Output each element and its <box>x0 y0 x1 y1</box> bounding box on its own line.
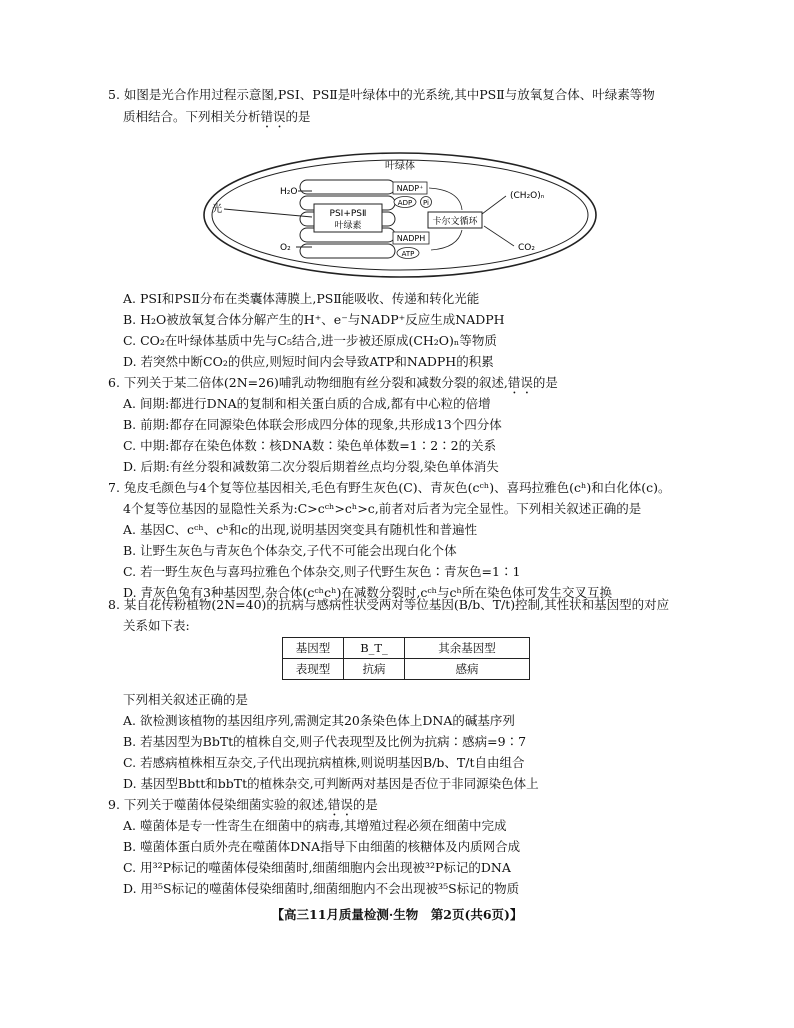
q5-option-c: C. CO₂在叶绿体基质中先与C₅结合,进一步被还原成(CH₂O)ₙ等物质 <box>123 333 497 348</box>
q9-stem <box>108 796 378 819</box>
q7-option-d: D. 青灰色兔有3种基因型,杂合体(cᶜʰcʰ)在减数分裂时,cᶜʰ与cʰ所在染色体可发生交叉互换 <box>123 585 612 600</box>
table-cell: 感病 <box>405 659 530 680</box>
q8-option-b: B. 若基因型为BbTt的植株自交,则子代表现型及比例为抗病∶感病=9∶7 <box>123 734 527 749</box>
photosynthesis-diagram <box>200 150 600 280</box>
table-cell: 表现型 <box>283 659 344 680</box>
q5-option-a: A. PSⅠ和PSⅡ分布在类囊体薄膜上,PSⅡ能吸收、传递和转化光能 <box>123 291 480 306</box>
q9-stem-end: 的是 <box>352 797 378 812</box>
table-cell: 抗病 <box>344 659 405 680</box>
q9-emphasis: 错误 <box>327 797 353 812</box>
q6-option-d: D. 后期:有丝分裂和减数第二次分裂后期着丝点均分裂,染色单体消失 <box>123 459 499 474</box>
atp-label: ATP <box>401 250 415 258</box>
page-footer: 【高三11月质量检测·生物 第2页(共6页)】 <box>271 907 523 922</box>
q7-option-c: C. 若一野生灰色与喜玛拉雅色个体杂交,则子代野生灰色∶青灰色=1∶1 <box>123 564 521 579</box>
ch2o-label: (CH₂O)ₙ <box>510 191 545 201</box>
q8-option-d: D. 基因型Bbtt和bbTt的植株杂交,可判断两对基因是否位于非同源染色体上 <box>123 776 539 791</box>
chlorophyll-label: 叶绿素 <box>334 221 362 231</box>
ps-label: PSⅠ+PSⅡ <box>329 209 367 219</box>
q5-stem-line1: 5. 如图是光合作用过程示意图,PSⅠ、PSⅡ是叶绿体中的光系统,其中PSⅡ与放氧复合体、叶绿素等物 <box>108 87 655 102</box>
q5-option-b: B. H₂O被放氧复合体分解产生的H⁺、e⁻与NADP⁺反应生成NADPH <box>123 312 505 327</box>
q7-option-b: B. 让野生灰色与青灰色个体杂交,子代不可能会出现白化个体 <box>123 543 457 558</box>
table-cell: 其余基因型 <box>405 638 530 659</box>
q8-after-table: 下列相关叙述正确的是 <box>123 692 249 707</box>
nadph-cycle-arrow <box>431 230 462 250</box>
q6-option-b: B. 前期:都存在同源染色体联会形成四分体的现象,共形成13个四分体 <box>123 417 502 432</box>
q9-option-a: A. 噬菌体是专一性寄生在细菌中的病毒,其增殖过程必须在细菌中完成 <box>123 818 507 833</box>
calvin-label: 卡尔文循环 <box>432 217 478 227</box>
q8-option-c: C. 若感病植株相互杂交,子代出现抗病植株,则说明基因B/b、T/t自由组合 <box>123 755 525 770</box>
q7-stem-line2: 4个复等位基因的显隐性关系为:C>cᶜʰ>cʰ>c,前者对后者为完全显性。下列相关叙述正确的是 <box>123 501 642 516</box>
q9-stem-text: 9. 下列关于噬菌体侵染细菌实验的叙述, <box>108 797 328 812</box>
table-cell: B_T_ <box>344 638 405 659</box>
q7-option-a: A. 基因C、cᶜʰ、cʰ和c的出现,说明基因突变具有随机性和普遍性 <box>123 522 478 537</box>
q6-option-a: A. 间期:都进行DNA的复制和相关蛋白质的合成,都有中心粒的倍增 <box>123 396 491 411</box>
light-arrow <box>224 209 312 217</box>
q5-emphasis: 错误 <box>260 109 286 124</box>
q6-option-c: C. 中期:都存在染色体数∶核DNA数∶染色单体数=1∶2∶2的关系 <box>123 438 497 453</box>
q8-option-a: A. 欲检测该植物的基因组序列,需测定其20条染色体上DNA的碱基序列 <box>123 713 515 728</box>
q6-stem-text: 6. 下列关于某二倍体(2N=26)哺乳动物细胞有丝分裂和减数分裂的叙述, <box>108 375 508 390</box>
light-label: 光 <box>212 204 222 215</box>
q8-stem-line1: 8. 某自花传粉植物(2N=40)的抗病与感病性状受两对等位基因(B/b、T/t)控制,其性状和基因型的对应 <box>108 597 670 612</box>
q5-option-d: D. 若突然中断CO₂的供应,则短时间内会导致ATP和NADPH的积累 <box>123 354 494 369</box>
table-row <box>283 659 530 680</box>
genotype-table <box>282 637 530 680</box>
q6-stem <box>108 374 558 397</box>
table-row <box>283 638 530 659</box>
q5-stem-line2 <box>123 108 311 131</box>
q8-stem-line2: 关系如下表: <box>123 618 190 633</box>
adp-label: ADP <box>397 199 413 207</box>
nadp-cycle-arrow <box>429 188 462 210</box>
table-cell: 基因型 <box>283 638 344 659</box>
q9-option-d: D. 用³⁵S标记的噬菌体侵染细菌时,细菌细胞内不会出现被³⁵S标记的物质 <box>123 881 520 896</box>
q7-stem-line1: 7. 兔皮毛颜色与4个复等位基因相关,毛色有野生灰色(C)、青灰色(cᶜʰ)、喜玛拉雅色(cʰ)和白化体(c)。 <box>108 480 671 495</box>
q5-stem-text: 质相结合。下列相关分析 <box>123 109 261 124</box>
co2-label: CO₂ <box>518 243 535 253</box>
co2-arrow <box>484 226 514 246</box>
nadph-label: NADPH <box>396 234 426 243</box>
nadp-label: NADP⁺ <box>396 184 424 193</box>
q6-stem-end: 的是 <box>532 375 558 390</box>
chloroplast-label: 叶绿体 <box>385 161 415 172</box>
pi-label: Pi <box>422 199 430 207</box>
ch2o-arrow <box>482 196 506 214</box>
q5-stem-end: 的是 <box>285 109 311 124</box>
o2-label: O₂ <box>280 243 291 253</box>
q6-emphasis: 错误 <box>507 375 533 390</box>
q9-option-c: C. 用³²P标记的噬菌体侵染细菌时,细菌细胞内会出现被³²P标记的DNA <box>123 860 511 875</box>
q9-option-b: B. 噬菌体蛋白质外壳在噬菌体DNA指导下由细菌的核糖体及内质网合成 <box>123 839 521 854</box>
h2o-label: H₂O <box>280 187 298 197</box>
